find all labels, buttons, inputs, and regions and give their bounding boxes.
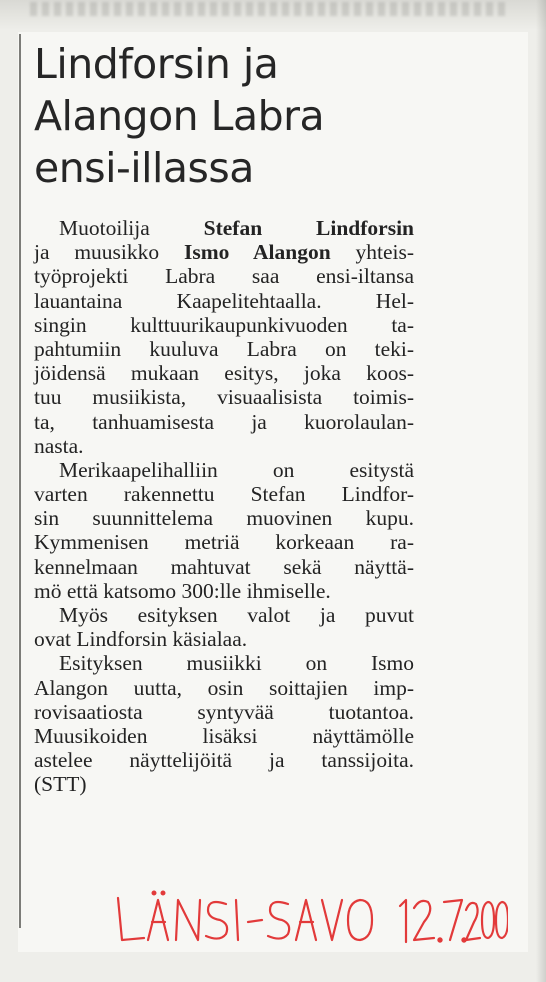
handwritten-source-note: [108, 888, 508, 956]
text-segment: tuu musiikista, visuaalisista toimis-: [34, 385, 414, 410]
body-line: [34, 724, 414, 748]
body-line: [34, 506, 414, 530]
body-line: [34, 410, 414, 434]
body-line: [34, 289, 414, 313]
headline-line: Lindforsin ja: [34, 40, 279, 88]
text-segment: ja muusikko: [34, 240, 184, 265]
text-segment: astelee näyttelijöitä ja tanssijoita.: [34, 748, 414, 773]
text-segment: Kymmenisen metriä korkeaan ra-: [34, 530, 414, 555]
text-segment: rovisaatiosta syntyvää tuotantoa.: [34, 699, 414, 724]
text-segment: (STT): [34, 772, 87, 797]
text-segment: mö että katsomo 300:lle ihmiselle.: [34, 578, 331, 603]
body-line: [34, 313, 414, 337]
body-line: [34, 530, 414, 554]
body-line: [34, 772, 414, 796]
headline-line: ensi-illassa: [34, 144, 254, 192]
body-line: [34, 748, 414, 772]
body-line: [34, 555, 414, 579]
body-line: [34, 385, 414, 409]
text-segment: Muusikoiden lisäksi näyttämölle: [34, 723, 414, 748]
text-segment: yhteis-: [330, 240, 414, 265]
body-line: [34, 337, 414, 361]
text-segment: varten rakennettu Stefan Lindfor-: [34, 482, 414, 507]
scan-right-edge: [536, 0, 546, 982]
text-segment: nasta.: [34, 433, 84, 458]
body-line: [34, 434, 414, 458]
text-segment: pahtumiin kuuluva Labra on teki-: [34, 336, 414, 361]
body-line: [34, 216, 414, 240]
text-segment: työprojekti Labra saa ensi-iltansa: [34, 264, 414, 289]
body-line: [34, 240, 414, 264]
text-segment: ovat Lindforsin käsialaa.: [34, 627, 248, 652]
text-segment: kennelmaan mahtuvat sekä näyttä-: [34, 554, 414, 579]
body-line: [34, 264, 414, 288]
body-line: [34, 361, 414, 385]
body-line: [34, 651, 414, 675]
name-emphasis: Stefan Lindforsin: [203, 216, 414, 240]
name-emphasis: Ismo Alangon: [183, 240, 331, 265]
headline: [34, 38, 324, 194]
text-segment: Muotoilija: [59, 216, 204, 240]
column-rule: [19, 34, 21, 928]
body-line: [34, 579, 414, 603]
text-segment: Merikaapelihalliin on esitystä: [59, 457, 414, 482]
text-segment: singin kulttuurikaupunkivuoden ta-: [34, 312, 414, 337]
text-segment: lauantaina Kaapelitehtaalla. Hel-: [34, 288, 414, 313]
text-segment: ta, tanhuamisesta ja kuorolaulan-: [34, 409, 414, 434]
body-line: [34, 458, 414, 482]
text-segment: jöidensä mukaan esitys, joka koos-: [34, 361, 414, 386]
text-segment: Esityksen musiikki on Ismo: [59, 651, 414, 676]
text-segment: sin suunnittelema muovinen kupu.: [34, 506, 414, 531]
body-line: [34, 603, 414, 627]
body-line: [34, 676, 414, 700]
body-line: [34, 700, 414, 724]
headline-line: Alangon Labra: [34, 92, 325, 140]
text-segment: Alangon uutta, osin soittajien imp-: [34, 675, 414, 700]
body-line: [34, 482, 414, 506]
scan-top-shadow: [0, 0, 546, 30]
bleed-through-text: [30, 2, 510, 16]
text-segment: Myös esityksen valot ja puvut: [59, 603, 414, 627]
article-body: [34, 216, 414, 797]
body-line: [34, 627, 414, 651]
